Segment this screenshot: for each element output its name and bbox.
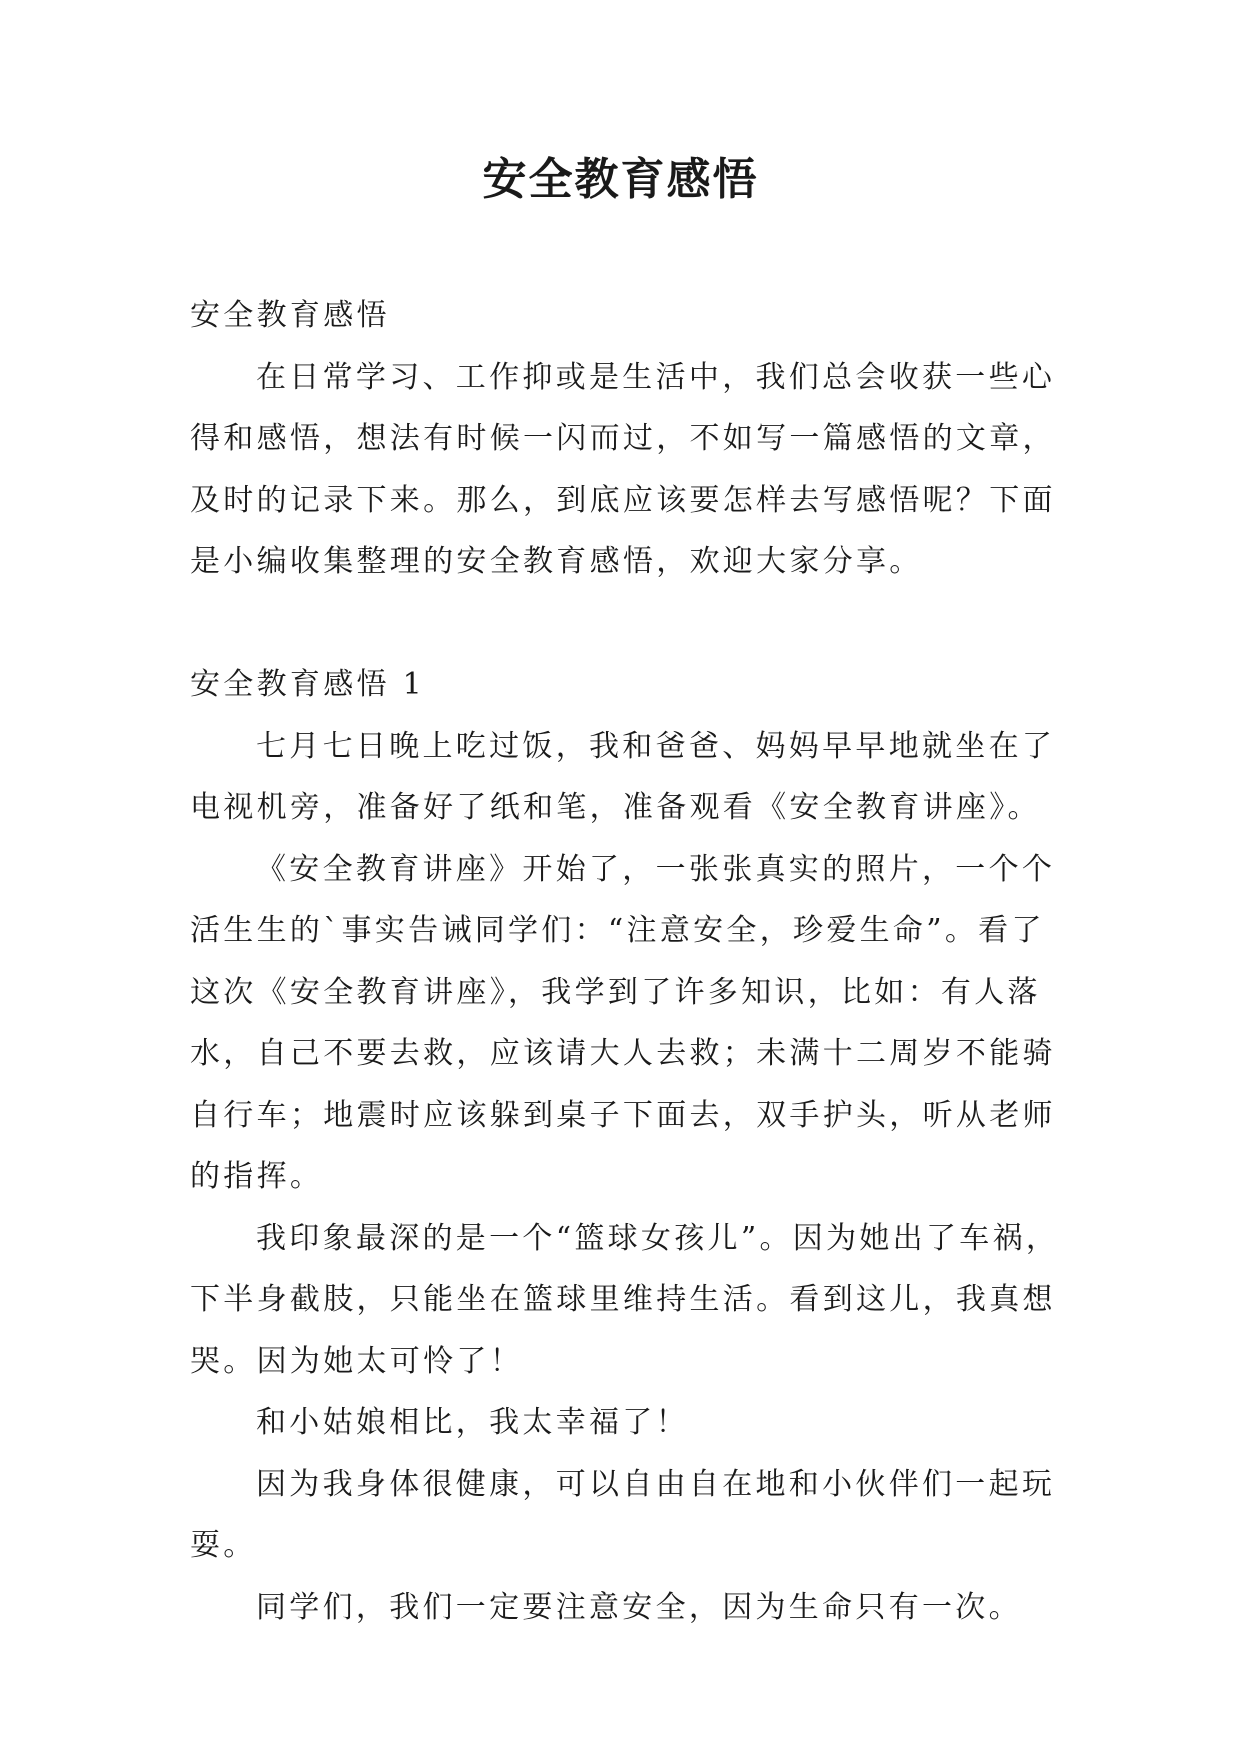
body-text-line: 下半身截肢，只能坐在篮球里维持生活。看到这儿，我真想 — [190, 1282, 1056, 1317]
body-text-line: 的指挥。 — [190, 1159, 324, 1194]
body-text-line: 这次《安全教育讲座》，我学到了许多知识，比如：有人落 — [190, 974, 1041, 1010]
body-text-line: 是小编收集整理的安全教育感悟，欢迎大家分享。 — [190, 544, 923, 579]
body-text-line: 哭。因为她太可怜了！ — [190, 1343, 523, 1379]
body-text-line: 自行车；地震时应该躲到桌子下面去，双手护头，听从老师 — [190, 1097, 1056, 1133]
body-text-line: 得和感悟，想法有时候一闪而过，不如写一篇感悟的文章， — [190, 421, 1056, 456]
body-text-line: 在日常学习、工作抑或是生活中，我们总会收获一些心 — [256, 359, 1056, 395]
body-text-line: 七月七日晚上吃过饭，我和爸爸、妈妈早早地就坐在了 — [256, 728, 1056, 764]
body-text-line: 活生生的`事实告诫同学们：“注意安全，珍爱生命”。看了 — [190, 913, 1045, 948]
body-text-line: 及时的记录下来。那么，到底应该要怎样去写感悟呢？下面 — [190, 482, 1056, 518]
document-title: 安全教育感悟 — [482, 154, 759, 205]
body-text-line: 我印象最深的是一个“篮球女孩儿”。因为她出了车祸， — [256, 1220, 1060, 1256]
body-text-line: 水，自己不要去救，应该请大人去救；未满十二周岁不能骑 — [190, 1036, 1056, 1071]
body-text-line: 电视机旁，准备好了纸和笔，准备观看《安全教育讲座》。 — [190, 790, 1041, 825]
body-text-line: 安全教育感悟 1 — [190, 667, 426, 702]
body-text-line: 耍。 — [190, 1528, 257, 1563]
document-body — [190, 285, 1062, 1638]
paragraph-spacer — [190, 593, 1062, 655]
body-text-line: 安全教育感悟 — [190, 298, 390, 333]
body-text-line: 因为我身体很健康，可以自由自在地和小伙伴们一起玩 — [256, 1466, 1056, 1502]
body-text-line: 同学们，我们一定要注意安全，因为生命只有一次。 — [256, 1589, 1022, 1625]
body-text-line: 和小姑娘相比，我太幸福了！ — [256, 1405, 689, 1440]
body-text-line: 《安全教育讲座》开始了，一张张真实的照片，一个个 — [256, 851, 1056, 887]
